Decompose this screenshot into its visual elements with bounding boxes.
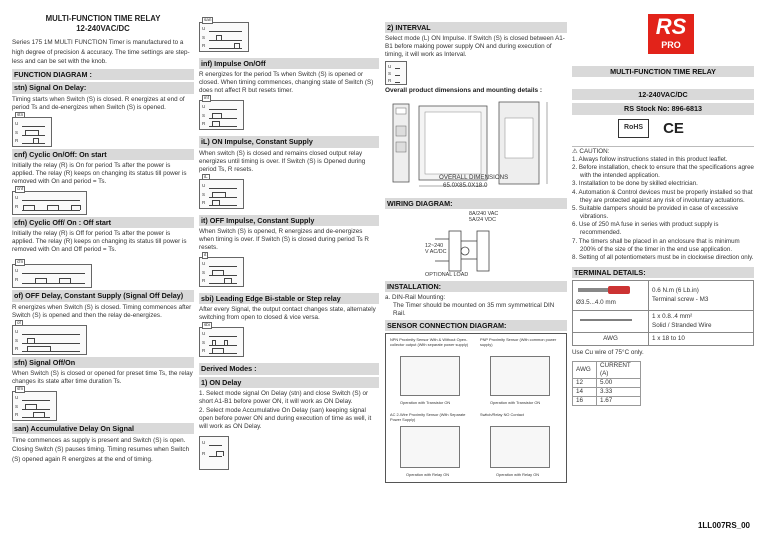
caution-title: ⚠ CAUTION: (572, 146, 754, 156)
ce-mark: CE (663, 119, 684, 137)
column-2 (199, 14, 379, 472)
sfn-tag: sfn (17, 386, 24, 392)
of-text: R energizes when Switch (S) is closed. Timing commences after Switch (S) is opened and then the relay de-energizes. (12, 303, 192, 319)
cfn-text: Initially the relay (R) is Off for period Ts after the power is applied. The relay (R) keeps on changing its status till power is removed with On and Off period = Ts. (12, 230, 187, 254)
inf-heading: inf) Impulse On/Off (199, 58, 379, 69)
installation-a: a. DIN-Rail Mounting: (385, 294, 446, 302)
san-text: Time commences as supply is present and Switch (S) is open. Closing Switch (S) pauses timing. Timing resumes when Switch (S) opened again R energizes at the end of timing. (12, 437, 190, 463)
sensor-ac: AC 2-Wire Proximity Sensor (With Separate Power Supply) (390, 412, 466, 423)
current-cell: 1.67 (597, 397, 641, 406)
stn-tag: stn (17, 111, 24, 117)
pro-logo-text: PRO (661, 40, 681, 50)
wiring-voltage-2: V AC/DC (425, 248, 447, 255)
current-cell: 3.33 (597, 388, 641, 397)
dimensions-heading: Overall product dimensions and mounting details : (385, 87, 543, 95)
wiring-supply-1: 8A/240 VAC (469, 210, 499, 217)
dimensions-caption-1: OVERALL DIMENSIONS (439, 173, 509, 181)
caution-item: 2. Before installation, check to ensure that the specifications agree with the intended application. (572, 164, 754, 180)
wiring-load: OPTIONAL LOAD (425, 271, 469, 278)
il-tag: iL (204, 173, 208, 179)
cu-note: Use Cu wire of 75°C only. (572, 349, 644, 357)
san-heading: san) Accumulative Delay On Signal (12, 423, 194, 434)
current-table (572, 361, 641, 406)
interval-heading: 2) INTERVAL (385, 22, 567, 33)
on-delay-text-2: 2. Select mode Accumulative On Delay (san) keeping signal open before power ON and during execution of time as well, it will work as ON Delay. (199, 406, 372, 431)
cnf-heading: cnf) Cyclic On/Off: On start (12, 149, 194, 160)
installation-heading: INSTALLATION: (385, 281, 567, 292)
interval-text: Select mode (L) ON Impulse. If Switch (S) is closed between A1-B1 before making power supply ON and during execution of timing, it will work as Interval. (385, 35, 565, 59)
wiring-voltage-1: 12~240 (425, 242, 444, 249)
stn-text: Timing starts when Switch (S) is closed. R energizes at end of period Ts and de-energizes when Switch (S) is opened. (12, 95, 185, 111)
it-diagram: it U S R (199, 257, 244, 287)
current-cell: 16 (573, 397, 597, 406)
current-cell: 12 (573, 379, 597, 388)
wire-type: Solid / Stranded Wire (652, 321, 712, 329)
installation-text: The Timer should be mounted on 35 mm symmetrical DIN Rail. (393, 302, 555, 318)
current-cell: 5.00 (597, 379, 641, 388)
caution-item: 3. Installation to be done by skilled electrician. (572, 180, 698, 188)
inf-diagram: inf U S R (199, 100, 244, 130)
il-diagram: iL U S R (199, 179, 244, 209)
rohs-mark: RoHS (618, 119, 649, 138)
rs-logo-text: RS (655, 14, 687, 39)
screwdriver-cell (573, 281, 649, 311)
cnf-diagram: cnf U R (12, 191, 87, 215)
stock-number: RS Stock No: 896-6813 (572, 103, 754, 114)
inf-tag: inf (204, 95, 209, 101)
current-header: CURRENT (A) (597, 362, 641, 379)
il-text: When switch (S) is closed and remains closed output relay energizes until timing is over. If Switch (S) is Opened during period Ts, R resets. (199, 149, 366, 173)
sensor-switch: Switch/Relay NO Contact (480, 412, 524, 418)
caution-list (572, 156, 754, 262)
on-delay-heading: 1) ON Delay (199, 377, 379, 388)
wiring-diagram (385, 211, 567, 279)
awg-value: 1 x 18 to 10 (649, 333, 754, 346)
document-code: 1LL007RS_00 (697, 520, 750, 530)
sfn-diagram: sfn U S R (12, 391, 57, 421)
current-row (573, 379, 641, 388)
it-tag: it (204, 252, 207, 258)
wiring-supply-2: 5A/24 VDC (469, 216, 496, 223)
sbi-tag: sbi (204, 322, 210, 328)
caution-item: 8. Setting of all potentiometers must be in clockwise direction only. (572, 253, 754, 261)
interval-diagram: U S R (385, 61, 407, 85)
intro-text: Series 175 1M MULTI FUNCTION Timer is manufactured to a high degree of precision & accuracy. The time settings are step-less and can be set with the knob. (12, 38, 190, 66)
sensor-npn: NPN Proximity Sensor With & Without Open-collector output (With separate power supply) (390, 337, 469, 348)
it-text: When Switch (S) is opened, R energizes and de-energizes when timing is over. If Switch (S) is closed during period Ts R resets. (199, 227, 369, 252)
cfn-diagram: cfn U R (12, 264, 92, 288)
caution-item: 5. Suitable dampers should be provided in case of excessive vibrations. (572, 205, 739, 221)
current-row (573, 397, 641, 406)
wire-icon (576, 315, 636, 325)
cnf-text: Initially the relay (R) is On for period Ts after the power is applied. The relay (R) keeps on changing its status till power is removed with On and period = Ts. (12, 161, 187, 186)
current-header: AWG (573, 362, 597, 379)
caution-item: 4. Automation & Control devices must be properly installed so that they are protected against any risk of involuntary actuations. (572, 188, 753, 204)
column-1 (12, 14, 194, 466)
of-heading: of) OFF Delay, Constant Supply (Signal Off Delay) (12, 290, 194, 301)
sensor-diagram (385, 333, 567, 483)
terminal-table (572, 280, 754, 346)
product-title: MULTI-FUNCTION TIME RELAY (572, 66, 754, 77)
sfn-text: When Switch (S) is closed or opened for preset time Ts, the relay changes its state after time duration Ts. (12, 369, 193, 386)
wire-icon-cell (573, 311, 649, 333)
sbi-diagram: sbi U S R (199, 327, 244, 357)
caution-item: 6. Use of 250 mA fuse in series with product supply is recommended. (572, 221, 719, 237)
on-delay-text-1: 1. Select mode signal On Delay (stn) and close Switch (S) or short A1-B1 before power ON, it will work as ON Delay. (199, 389, 369, 405)
rs-logo (648, 14, 694, 54)
column-4 (572, 14, 754, 406)
derived-heading: Derived Modes : (199, 363, 379, 374)
current-row (573, 388, 641, 397)
wire-size: 1 x 0.8..4 mm² (652, 313, 693, 321)
sbi-heading: sbi) Leading Edge Bi-stable or Step relay (199, 293, 379, 304)
current-cell: 14 (573, 388, 597, 397)
awg-label: AWG (573, 333, 649, 346)
cnf-tag: cnf (17, 186, 24, 192)
cfn-heading: cfn) Cyclic Off/ On : Off start (12, 217, 194, 228)
san-tag: san (204, 17, 212, 22)
sfn-heading: sfn) Signal Off/On (12, 357, 194, 368)
cfn-tag: cfn (17, 259, 24, 265)
sensor-pnp-box (490, 356, 550, 396)
sensor-op-4: Operation with Relay ON (496, 472, 540, 478)
sensor-ac-box (400, 426, 460, 468)
sensor-op-3: Operation with Relay ON (406, 472, 450, 478)
sensor-npn-box (400, 356, 460, 396)
inf-text: R energizes for the period Ts when Switch (S) is opened or closed. When timing commences, changing state of Switch (S) does not affect R but resets timer. (199, 71, 374, 95)
column-3 (385, 14, 567, 483)
function-diagram-heading: FUNCTION DIAGRAM : (12, 69, 194, 80)
doc-subtitle: 12-240VAC/DC (76, 23, 130, 33)
torque-cell (649, 281, 754, 311)
caution-item: 7. The timers shall be placed in an enclosure that is minimum 200% of the size of the timer in the end use application. (572, 237, 740, 253)
sensor-heading: SENSOR CONNECTION DIAGRAM: (385, 320, 567, 331)
of-diagram: of U S R (12, 325, 87, 355)
san-diagram: san U S R (199, 22, 249, 52)
product-voltage: 12-240VAC/DC (572, 89, 754, 100)
sbi-text: After every Signal, the output contact changes state, alternately switching from open to closed & vice versa. (199, 306, 376, 322)
of-tag: of (17, 319, 21, 325)
wire-cell (649, 311, 754, 333)
dimensions-caption-2: 65.0X85.0X18.0 (443, 181, 488, 189)
on-delay-diagram: U R (199, 436, 229, 470)
stn-heading: stn) Signal On Delay: (12, 82, 194, 93)
doc-title: MULTI-FUNCTION TIME RELAY (45, 14, 161, 23)
sensor-switch-box (490, 426, 550, 468)
screwdriver-icon (576, 284, 640, 296)
wiring-heading: WIRING DIAGRAM: (385, 198, 567, 209)
caution-item: 1. Always follow instructions stated in this product leaflet. (572, 155, 728, 163)
stn-diagram: stn U S R (12, 117, 52, 147)
screw-dimension: Ø3.5...4.0 mm (576, 299, 616, 307)
torque-value: 0.6 N.m (6 Lb.in) (652, 287, 699, 295)
terminal-heading: TERMINAL DETAILS: (572, 267, 754, 278)
sensor-op-2: Operation with Transistor ON (490, 400, 541, 406)
terminal-screw: Terminal screw - M3 (652, 295, 709, 303)
il-heading: iL) ON Impulse, Constant Supply (199, 136, 379, 147)
sensor-op-1: Operation with Transistor ON (400, 400, 451, 406)
dimensions-drawing (385, 98, 567, 196)
sensor-pnp: PNP Proximity Sensor (With common power supply) (480, 337, 557, 348)
cert-marks (618, 119, 754, 138)
it-heading: it) OFF Impulse, Constant Supply (199, 215, 379, 226)
